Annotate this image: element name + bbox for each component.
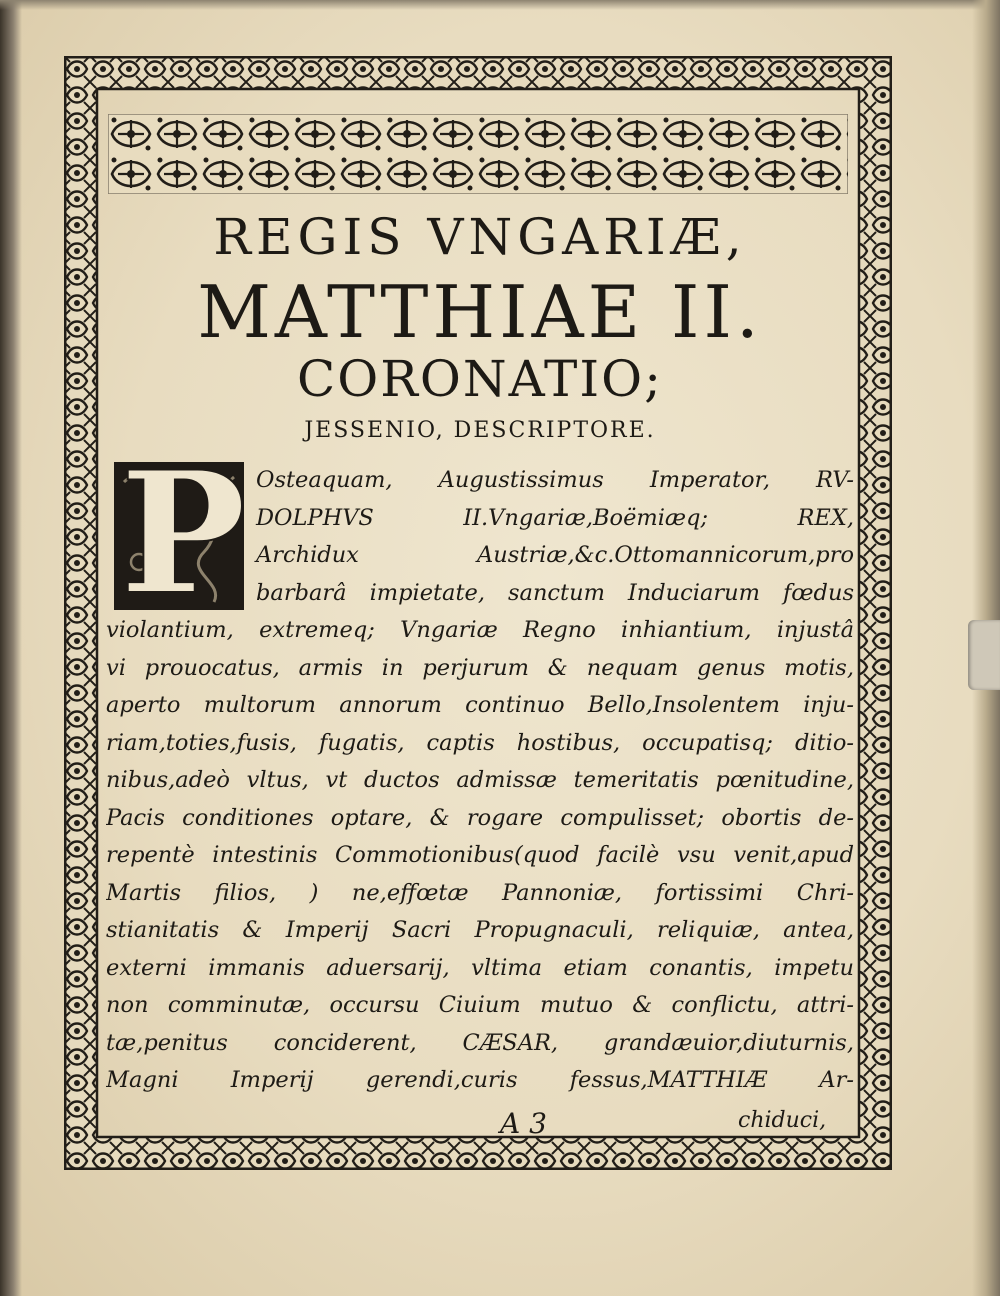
catchword: chiduci, [738,1108,827,1133]
body-line: nibus,adeò vltus, vt ductos admissæ temeritatis pœnitudine, [106,767,854,793]
drop-cap-letter: P [119,434,247,632]
body-line: externi immanis aduersarij, vltima etiam conantis, impetu [106,954,854,981]
body-line: riam,toties,fusis, fugatis, captis hostibus, occupatisq; ditio- [106,729,854,756]
title-line-2: MATTHIAE II. [197,270,763,354]
body-line: DOLPHVS II.Vngariæ,Boëmiæq; REX, [256,504,854,531]
title-line-1: REGIS VNGARIÆ, [213,208,747,266]
body-line: Martis filios, ) ne,effœtæ Pannoniæ, fortissimi Chri- [106,879,854,906]
body-line: aperto multorum annorum continuo Bello,Insolentem inju- [106,692,854,718]
body-line: Archidux Austriæ,&c.Ottomannicorum,pro [256,542,854,568]
body-line: Pacis conditiones optare, & rogare compulisset; obortis de- [106,804,854,831]
title-line-3: CORONATIO; [297,350,663,408]
body-line: Magni Imperij gerendi,curis fessus,MATTHIÆ Ar- [106,1067,854,1093]
binding-gutter [0,0,22,1296]
body-line: barbarâ impietate, sanctum Induciarum fœdus [256,579,854,606]
body-line: non comminutæ, occursu Ciuium mutuo & conflictu, attri- [106,992,854,1018]
body-text [106,462,854,1100]
body-line: vi prouocatus, armis in perjurum & nequam genus motis, [106,654,854,681]
page-top-edge [0,0,1000,10]
body-line: repentè intestinis Commotionibus(quod facilè vsu venit,apud [106,842,854,868]
headband-svg [108,114,848,194]
decorative-headband [108,114,848,194]
body-line: Osteaquam, Augustissimus Imperator, RV- [256,467,854,493]
author-byline: JESSENIO, DESCRIPTORE. [304,418,656,443]
signature-mark: A 3 [500,1107,547,1140]
body-line: violantium, extremeq; Vngariæ Regno inhiantium, injustâ [106,617,854,643]
body-line: tæ,penitus conciderent, CÆSAR, grandæuior,diuturnis, [106,1029,854,1056]
body-line: stianitatis & Imperij Sacri Propugnaculi, reliquiæ, antea, [106,917,854,943]
page-tab-marker [968,620,1000,690]
